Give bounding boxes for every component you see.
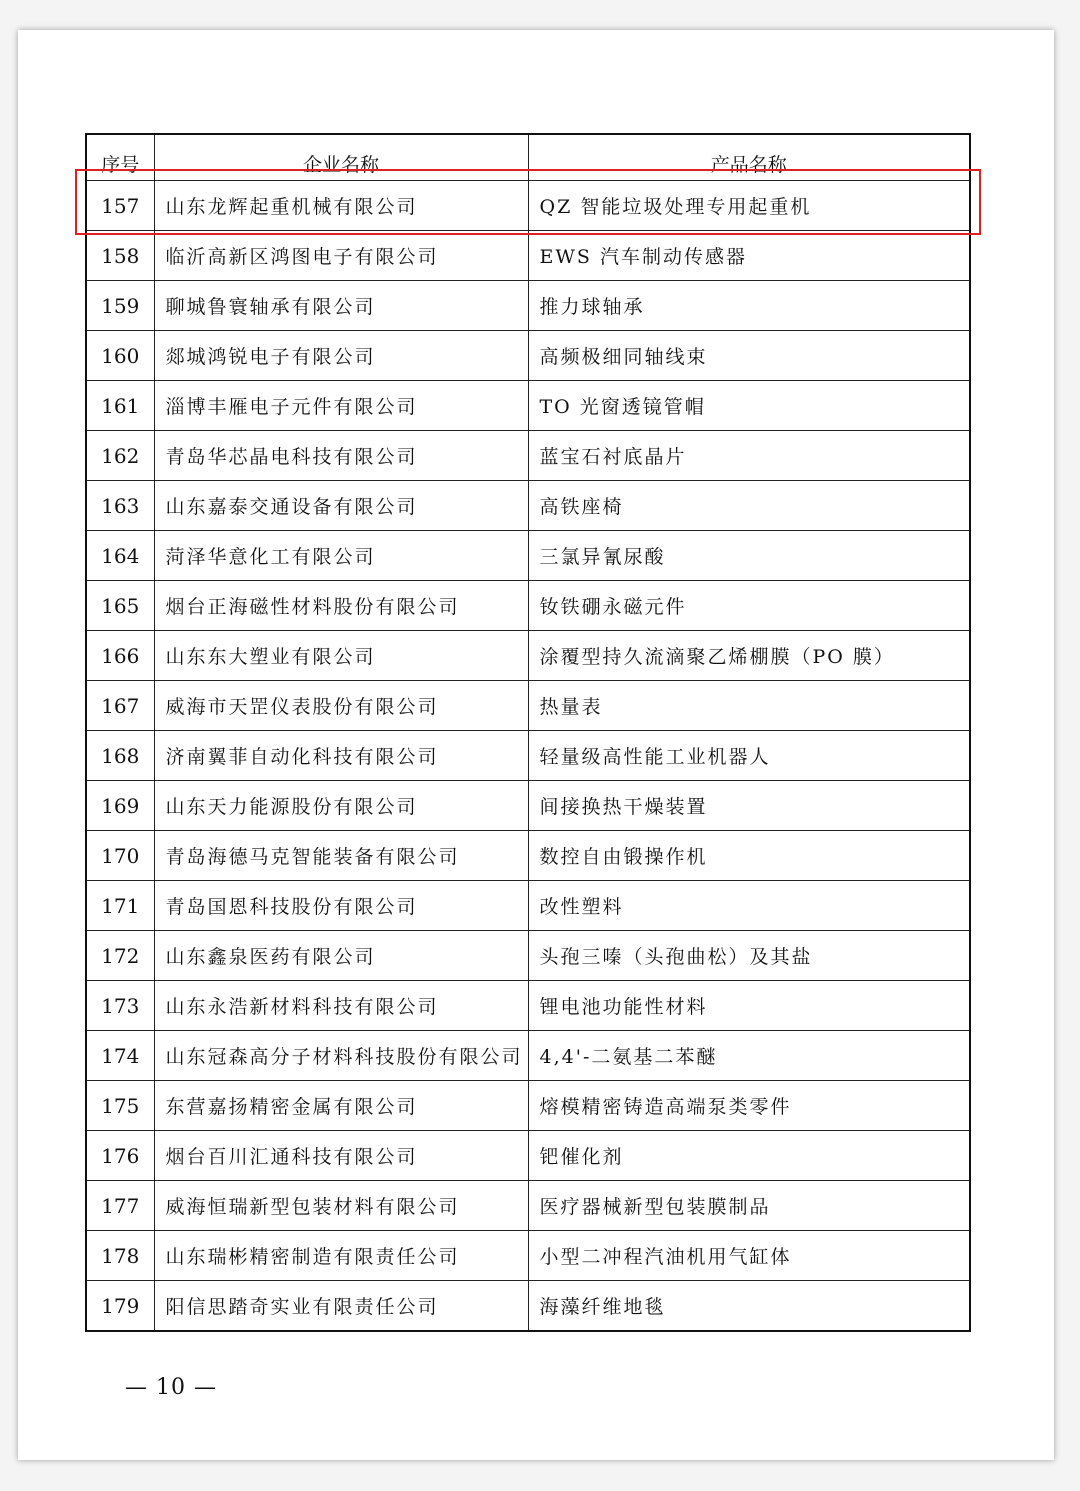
row-index: 164 bbox=[86, 531, 154, 581]
product-name: 高频极细同轴线束 bbox=[528, 331, 970, 381]
product-name: 三氯异氰尿酸 bbox=[528, 531, 970, 581]
table-body bbox=[86, 181, 970, 1332]
row-index: 163 bbox=[86, 481, 154, 531]
row-index: 170 bbox=[86, 831, 154, 881]
header-product: 产品名称 bbox=[528, 134, 970, 181]
product-name: 头孢三嗪（头孢曲松）及其盐 bbox=[528, 931, 970, 981]
table-header-row bbox=[86, 134, 970, 181]
table-row bbox=[86, 631, 970, 681]
product-name: 数控自由锻操作机 bbox=[528, 831, 970, 881]
table-row bbox=[86, 981, 970, 1031]
row-index: 178 bbox=[86, 1231, 154, 1281]
product-name: 推力球轴承 bbox=[528, 281, 970, 331]
company-name: 山东鑫泉医药有限公司 bbox=[154, 931, 528, 981]
row-index: 168 bbox=[86, 731, 154, 781]
table-row bbox=[86, 1131, 970, 1181]
row-index: 167 bbox=[86, 681, 154, 731]
company-name: 临沂高新区鸿图电子有限公司 bbox=[154, 231, 528, 281]
company-name: 青岛国恩科技股份有限公司 bbox=[154, 881, 528, 931]
table-row bbox=[86, 381, 970, 431]
company-name: 东营嘉扬精密金属有限公司 bbox=[154, 1081, 528, 1131]
table-row bbox=[86, 281, 970, 331]
product-name: TO 光窗透镜管帽 bbox=[528, 381, 970, 431]
company-name: 烟台正海磁性材料股份有限公司 bbox=[154, 581, 528, 631]
company-name: 青岛华芯晶电科技有限公司 bbox=[154, 431, 528, 481]
product-name: 热量表 bbox=[528, 681, 970, 731]
company-name: 威海恒瑞新型包装材料有限公司 bbox=[154, 1181, 528, 1231]
table-row bbox=[86, 1181, 970, 1231]
table-row bbox=[86, 831, 970, 881]
row-index: 162 bbox=[86, 431, 154, 481]
row-index: 158 bbox=[86, 231, 154, 281]
enterprise-product-table bbox=[85, 133, 971, 1332]
company-name: 威海市天罡仪表股份有限公司 bbox=[154, 681, 528, 731]
header-index: 序号 bbox=[86, 134, 154, 181]
company-name: 山东天力能源股份有限公司 bbox=[154, 781, 528, 831]
row-index: 159 bbox=[86, 281, 154, 331]
document-page bbox=[18, 30, 1054, 1460]
table-row bbox=[86, 1231, 970, 1281]
row-index: 160 bbox=[86, 331, 154, 381]
company-name: 菏泽华意化工有限公司 bbox=[154, 531, 528, 581]
table-row bbox=[86, 781, 970, 831]
company-name: 山东冠森高分子材料科技股份有限公司 bbox=[154, 1031, 528, 1081]
table-row bbox=[86, 181, 970, 231]
company-name: 山东瑞彬精密制造有限责任公司 bbox=[154, 1231, 528, 1281]
table-row bbox=[86, 431, 970, 481]
product-name: 锂电池功能性材料 bbox=[528, 981, 970, 1031]
row-index: 165 bbox=[86, 581, 154, 631]
company-name: 山东东大塑业有限公司 bbox=[154, 631, 528, 681]
product-name: 间接换热干燥装置 bbox=[528, 781, 970, 831]
row-index: 166 bbox=[86, 631, 154, 681]
company-name: 山东嘉泰交通设备有限公司 bbox=[154, 481, 528, 531]
product-name: 轻量级高性能工业机器人 bbox=[528, 731, 970, 781]
row-index: 161 bbox=[86, 381, 154, 431]
table-row bbox=[86, 531, 970, 581]
header-company: 企业名称 bbox=[154, 134, 528, 181]
table-row bbox=[86, 881, 970, 931]
row-index: 171 bbox=[86, 881, 154, 931]
product-name: 小型二冲程汽油机用气缸体 bbox=[528, 1231, 970, 1281]
product-name: 改性塑料 bbox=[528, 881, 970, 931]
product-name: 海藻纤维地毯 bbox=[528, 1281, 970, 1332]
company-name: 郯城鸿锐电子有限公司 bbox=[154, 331, 528, 381]
page-number: — 10 — bbox=[125, 1375, 217, 1400]
company-name: 阳信思踏奇实业有限责任公司 bbox=[154, 1281, 528, 1332]
company-name: 济南翼菲自动化科技有限公司 bbox=[154, 731, 528, 781]
product-name: 医疗器械新型包装膜制品 bbox=[528, 1181, 970, 1231]
company-name: 山东永浩新材料科技有限公司 bbox=[154, 981, 528, 1031]
table-row bbox=[86, 731, 970, 781]
product-name: 钯催化剂 bbox=[528, 1131, 970, 1181]
company-name: 青岛海德马克智能装备有限公司 bbox=[154, 831, 528, 881]
table-row bbox=[86, 1031, 970, 1081]
product-name: 钕铁硼永磁元件 bbox=[528, 581, 970, 631]
product-name: 熔模精密铸造高端泵类零件 bbox=[528, 1081, 970, 1131]
row-index: 174 bbox=[86, 1031, 154, 1081]
table-row bbox=[86, 231, 970, 281]
product-name: 4,4'-二氨基二苯醚 bbox=[528, 1031, 970, 1081]
table-row bbox=[86, 331, 970, 381]
table-row bbox=[86, 681, 970, 731]
table-row bbox=[86, 931, 970, 981]
row-index: 173 bbox=[86, 981, 154, 1031]
row-index: 176 bbox=[86, 1131, 154, 1181]
product-name: 蓝宝石衬底晶片 bbox=[528, 431, 970, 481]
row-index: 175 bbox=[86, 1081, 154, 1131]
product-name: QZ 智能垃圾处理专用起重机 bbox=[528, 181, 970, 231]
row-index: 172 bbox=[86, 931, 154, 981]
product-name: 涂覆型持久流滴聚乙烯棚膜（PO 膜） bbox=[528, 631, 970, 681]
table-row bbox=[86, 1081, 970, 1131]
company-name: 山东龙辉起重机械有限公司 bbox=[154, 181, 528, 231]
company-name: 淄博丰雁电子元件有限公司 bbox=[154, 381, 528, 431]
row-index: 157 bbox=[86, 181, 154, 231]
product-name: 高铁座椅 bbox=[528, 481, 970, 531]
company-name: 聊城鲁寰轴承有限公司 bbox=[154, 281, 528, 331]
row-index: 177 bbox=[86, 1181, 154, 1231]
row-index: 179 bbox=[86, 1281, 154, 1332]
company-name: 烟台百川汇通科技有限公司 bbox=[154, 1131, 528, 1181]
table-row bbox=[86, 581, 970, 631]
product-name: EWS 汽车制动传感器 bbox=[528, 231, 970, 281]
row-index: 169 bbox=[86, 781, 154, 831]
table-row bbox=[86, 1281, 970, 1332]
table-row bbox=[86, 481, 970, 531]
